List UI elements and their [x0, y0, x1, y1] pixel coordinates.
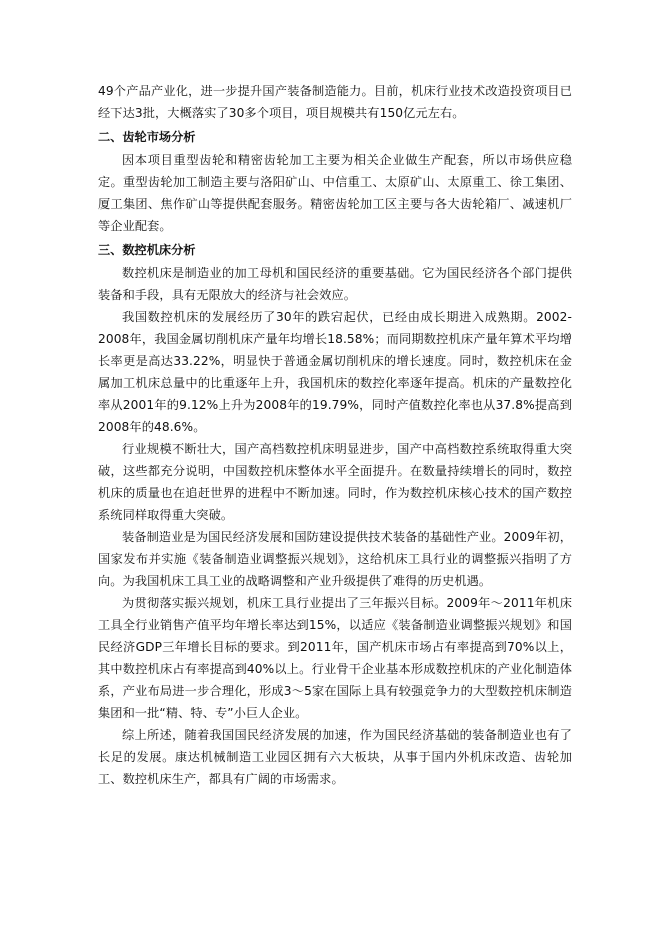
section-heading-gear-market: 二、齿轮市场分析: [98, 130, 196, 144]
document-page: [98, 80, 572, 790]
paragraph-cnc-4: 装备制造业是为国民经济发展和国防建设提供技术装备的基础性产业。2009年初，国家发布并实施《装备制造业调整振兴规划》，这给机床工具行业的调整振兴指明了方向。为我国机床工具工业的战略调整和产业升级提供了难得的历史机遇。: [98, 530, 572, 588]
paragraph-cnc-1: 数控机床是制造业的加工母机和国民经济的重要基础。它为国民经济各个部门提供装备和手段，具有无限放大的经济与社会效应。: [98, 266, 572, 302]
section-heading-cnc-analysis: 三、数控机床分析: [98, 243, 196, 257]
paragraph-cnc-2: 我国数控机床的发展经历了30年的跌宕起伏，已经由成长期进入成熟期。2002-2008年，我国金属切削机床产量年均增长18.58%；而同期数控机床产量年算术平均增长率更是高达33.22%，明显快于普通金属切削机床的增长速度。同时，数控机床在金属加工机床总量中的比重逐年上升，我国机床的数控化率逐年提高。机床的产量数控化率从2001年的9.12%上升为2008年的19.79%，同时产值数控化率也从37.8%提高到2008年的48.6%。: [98, 310, 572, 434]
paragraph-gear-market: 因本项目重型齿轮和精密齿轮加工主要为相关企业做生产配套，所以市场供应稳定。重型齿轮加工制造主要与洛阳矿山、中信重工、太原矿山、太原重工、徐工集团、厦工集团、焦作矿山等提供配套服务。精密齿轮加工区主要与各大齿轮箱厂、减速机厂等企业配套。: [98, 153, 572, 233]
paragraph-cnc-6: 综上所述，随着我国国民经济发展的加速，作为国民经济基础的装备制造业也有了长足的发展。康达机械制造工业园区拥有六大板块，从事于国内外机床改造、齿轮加工、数控机床生产，都具有广阔的市场需求。: [98, 728, 572, 786]
paragraph-cnc-5: 为贯彻落实振兴规划，机床工具行业提出了三年振兴目标。2009年～2011年机床工具全行业销售产值平均年增长率达到15%，以适应《装备制造业调整振兴规划》和国民经济GDP三年增长目标的要求。到2011年，国产机床市场占有率提高到70%以上，其中数控机床占有率提高到40%以上。行业骨干企业基本形成数控机床的产业化制造体系，产业布局进一步合理化，形成3～5家在国际上具有较强竞争力的大型数控机床制造集团和一批“精、特、专”小巨人企业。: [98, 596, 572, 720]
paragraph-cnc-3: 行业规模不断壮大，国产高档数控机床明显进步，国产中高档数控系统取得重大突破，这些都充分说明，中国数控机床整体水平全面提升。在数量持续增长的同时，数控机床的质量也在追赶世界的进程中不断加速。同时，作为数控机床核心技术的国产数控系统同样取得重大突破。: [98, 442, 572, 522]
paragraph-intro: 49个产品产业化，进一步提升国产装备制造能力。目前，机床行业技术改造投资项目已经下达3批，大概落实了30多个项目，项目规模共有150亿元左右。: [98, 84, 572, 120]
